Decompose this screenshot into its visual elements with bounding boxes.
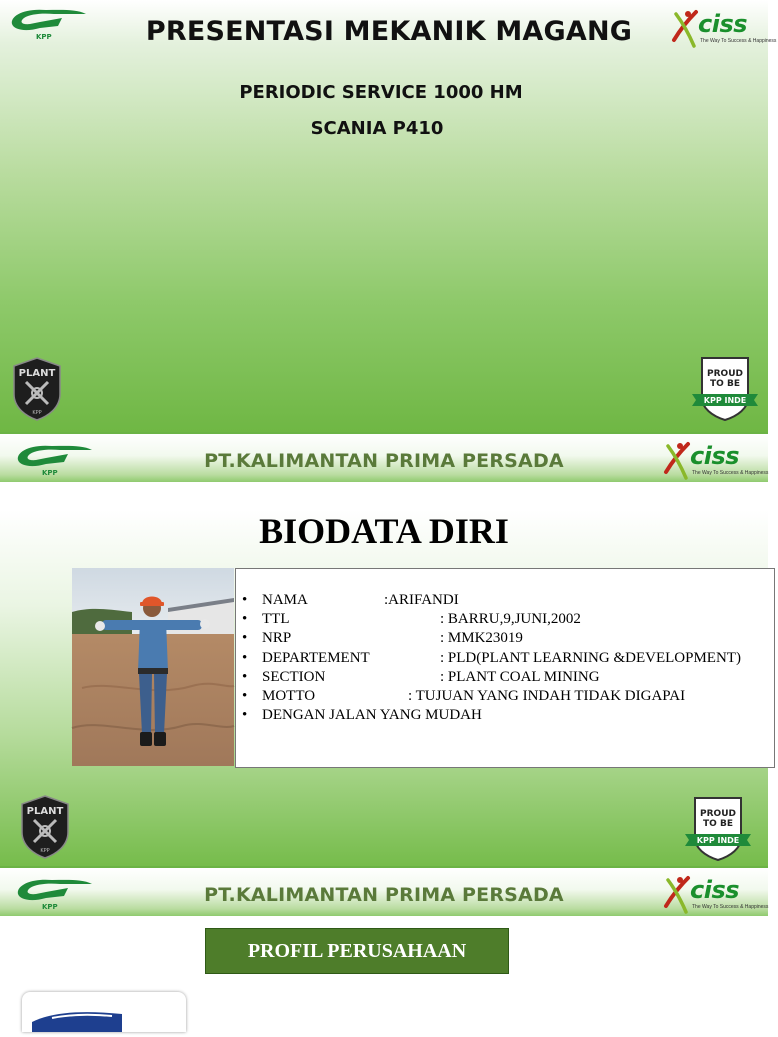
bio-item-departement: • DEPARTEMENT : PLD(PLANT LEARNING &DEVELOPMENT) [242, 649, 482, 668]
ciss-wordmark: ciss [690, 442, 740, 470]
ciss-logo-icon [662, 438, 769, 482]
company-name: PT.KALIMANTAN PRIMA PERSADA [204, 450, 564, 472]
svg-text:KPP: KPP [40, 848, 50, 854]
svg-text:KPP: KPP [32, 410, 42, 416]
svg-text:PLANT: PLANT [18, 368, 56, 379]
svg-text:PROUD: PROUD [707, 369, 743, 379]
proud-kpp-badge-icon [690, 356, 760, 422]
ciss-logo-icon [670, 6, 777, 50]
ciss-wordmark: ciss [698, 10, 748, 38]
bio-item-motto: • MOTTO : TUJUAN YANG INDAH TIDAK DIGAPAI [242, 687, 482, 706]
plant-badge-icon [10, 356, 64, 422]
bio-motto-continuation: • DENGAN JALAN YANG MUDAH [242, 706, 482, 725]
bio-item-section: • SECTION : PLANT COAL MINING [242, 668, 482, 687]
biodata-list [242, 591, 741, 725]
svg-text:TO BE: TO BE [703, 819, 733, 829]
bio-item-nama: • NAMA :ARIFANDI [242, 591, 482, 610]
svg-text:KPP: KPP [42, 469, 58, 477]
slide-title [0, 0, 777, 432]
presentation-title: PRESENTASI MEKANIK MAGANG [145, 16, 633, 47]
proud-kpp-badge-icon [683, 796, 753, 862]
svg-text:KPP INDE: KPP INDE [696, 836, 740, 845]
ciss-tagline: The Way To Success & Happiness [692, 470, 769, 476]
presentation-subtitle-vehicle: SCANIA P410 [310, 118, 444, 139]
ciss-wordmark: ciss [690, 876, 740, 904]
company-profile-heading: PROFIL PERUSAHAAN [205, 928, 509, 974]
slide-company-profile [0, 866, 768, 1024]
company-header-band [0, 866, 768, 916]
svg-text:KPP: KPP [36, 33, 52, 41]
svg-text:PLANT: PLANT [26, 806, 64, 817]
svg-text:TO BE: TO BE [710, 379, 740, 389]
slide-biodata [0, 432, 768, 866]
profile-photo [72, 568, 234, 766]
plant-badge-icon [18, 794, 72, 860]
ciss-logo-icon [662, 872, 769, 916]
company-name: PT.KALIMANTAN PRIMA PERSADA [204, 884, 564, 906]
svg-text:KPP: KPP [42, 903, 58, 911]
company-header-band [0, 432, 768, 482]
bio-item-nrp: • NRP : MMK23019 [242, 629, 482, 648]
biodata-box [235, 568, 775, 768]
ciss-tagline: The Way To Success & Happiness [692, 904, 769, 910]
presentation-subtitle-service: PERIODIC SERVICE 1000 HM [239, 82, 523, 103]
svg-text:PROUD: PROUD [700, 809, 736, 819]
ciss-tagline: The Way To Success & Happiness [700, 38, 777, 44]
bio-item-ttl: • TTL : BARRU,9,JUNI,2002 [242, 610, 482, 629]
company-logo-partial [22, 992, 186, 1032]
biodata-title: BIODATA DIRI [259, 511, 509, 551]
svg-text:KPP INDE: KPP INDE [703, 396, 747, 405]
